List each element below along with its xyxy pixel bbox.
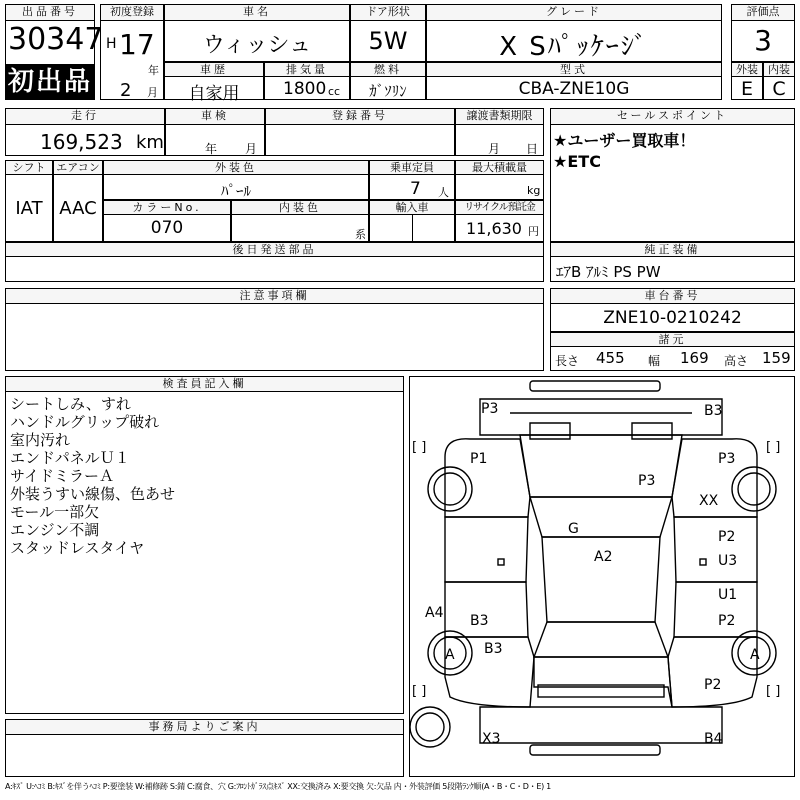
front-bumper-shape — [530, 381, 660, 391]
front-panel-shape — [480, 399, 722, 435]
damage-mark: B3 — [704, 403, 723, 419]
bracket-left-front: [ ] — [412, 440, 427, 455]
right-front-door-shape — [674, 517, 757, 582]
inspector-notes — [10, 395, 175, 557]
bracket-right-front: [ ] — [766, 440, 781, 455]
damage-mark: P3 — [481, 401, 499, 417]
width: 169 — [680, 349, 709, 367]
damage-mark: XX — [699, 493, 719, 509]
reg-month: 2 — [120, 80, 132, 101]
note-line: 外装うすい線傷、色あせ — [10, 485, 176, 503]
grade: X Sﾊﾟｯｹｰｼﾞ — [499, 32, 649, 62]
tailgate-shape — [534, 657, 672, 707]
damage-mark: G — [568, 521, 579, 537]
note-line: 室内汚れ — [10, 431, 71, 449]
damage-mark: P3 — [638, 473, 656, 489]
hood-shape — [520, 435, 682, 497]
car-name: ウィッシュ — [202, 33, 312, 58]
recycle-fee: 11,630 — [466, 219, 522, 238]
note-line: シートしみ、すれ — [10, 395, 131, 413]
damage-mark: A — [445, 647, 455, 663]
damage-mark: A2 — [594, 549, 613, 565]
note-line: エンドパネルＵ１ — [10, 449, 130, 467]
damage-mark: P1 — [470, 451, 488, 467]
ext-grade: E — [740, 78, 753, 100]
damage-mark: B4 — [704, 731, 723, 747]
color: ﾊﾟｰﾙ — [220, 182, 251, 200]
damage-mark: P2 — [718, 529, 736, 545]
damage-mark: B3 — [470, 613, 489, 629]
note-line: モール一部欠 — [10, 503, 100, 521]
note-line: ハンドルグリップ破れ — [10, 413, 160, 431]
fuel: ｶﾞｿﾘﾝ — [369, 82, 407, 100]
damage-mark: P3 — [718, 451, 736, 467]
legend-footer: A:ｷｽﾞ U:ﾍｺﾐ B:ｷｽﾞを伴うﾍｺﾐ P:要塗装 W:補修跡 S:錆 C:腐食、穴 G:ﾌﾛﾝﾄｶﾞﾗｽ点ｷｽﾞ XX:交換済み X:要交換 欠:欠品 内・外装評価 5段階ﾗﾝｸ順(A・B・C・D・E) 1 — [5, 782, 551, 791]
damage-mark: B3 — [484, 641, 503, 657]
reg-year: 17 — [119, 28, 155, 61]
history: 自家用 — [188, 84, 240, 104]
int-grade: C — [772, 78, 786, 100]
sales-point-2: ★ETC — [553, 152, 601, 171]
note-line: サイドミラーＡ — [10, 467, 114, 485]
mileage: 169,523 — [40, 130, 123, 154]
aircon: AAC — [59, 198, 97, 219]
damage-mark: A — [750, 647, 760, 663]
sales-point-1: ★ユーザー買取車！ — [553, 131, 696, 150]
color-no: 070 — [150, 218, 184, 238]
car-diagram-svg — [410, 377, 794, 776]
windshield-shape — [530, 497, 672, 537]
height: 159 — [762, 349, 791, 367]
rear-bumper-shape — [530, 745, 660, 755]
damage-mark: P2 — [704, 677, 722, 693]
note-line: エンジン不調 — [10, 521, 100, 539]
reg-label: 初度登録 — [100, 4, 164, 21]
model: CBA-ZNE10G — [518, 79, 630, 99]
damage-mark: P2 — [718, 613, 736, 629]
damage-mark: U3 — [718, 553, 738, 569]
score: 3 — [754, 24, 772, 57]
first-listing-badge: 初出品 — [5, 64, 95, 100]
note-line: スタッドレスタイヤ — [10, 539, 145, 557]
damage-mark: A4 — [425, 605, 444, 621]
equipment: ｴｱB ｱﾙﾐ PS PW — [556, 263, 661, 281]
left-front-door-shape — [445, 517, 528, 582]
bracket-right-rear: [ ] — [766, 684, 781, 699]
lot-number: 30347 — [8, 22, 104, 57]
damage-diagram — [409, 376, 795, 777]
chassis-number: ZNE10-0210242 — [603, 308, 742, 328]
rear-window-shape — [534, 622, 668, 657]
left-front-fender-shape — [445, 439, 530, 517]
damage-mark: U1 — [718, 587, 738, 603]
bracket-left-rear: [ ] — [412, 684, 427, 699]
shift: IAT — [15, 198, 43, 219]
capacity: 7 — [410, 179, 421, 199]
damage-mark: X3 — [482, 731, 501, 747]
rear-panel-shape — [480, 707, 722, 743]
era: H — [106, 36, 117, 52]
displacement: 1800 — [283, 79, 327, 99]
right-rear-door-shape — [674, 582, 757, 637]
lot-label: 出品番号 — [5, 4, 95, 21]
door-type: 5W — [368, 27, 408, 55]
length: 455 — [596, 349, 625, 367]
